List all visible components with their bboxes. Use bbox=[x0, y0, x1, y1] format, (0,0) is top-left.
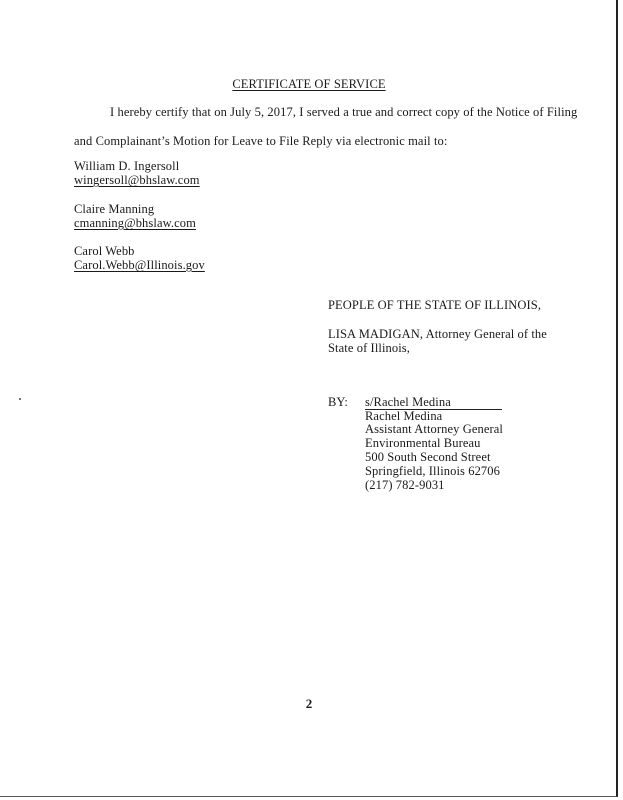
page-number: 2 bbox=[305, 696, 313, 711]
certificate-title: CERTIFICATE OF SERVICE bbox=[232, 77, 386, 91]
by-label: BY: bbox=[328, 395, 348, 409]
recipient-name: William D. Ingersoll bbox=[74, 159, 180, 173]
signer-title: Assistant Attorney General bbox=[365, 422, 503, 436]
signer-phone: (217) 782-9031 bbox=[365, 478, 445, 492]
recipient-email-link[interactable]: wingersoll@bhslaw.com bbox=[74, 173, 200, 187]
attorney-general-line-1: LISA MADIGAN, Attorney General of the bbox=[328, 327, 547, 341]
signature-line: s/Rachel Medina bbox=[365, 395, 502, 410]
certification-line-1: I hereby certify that on July 5, 2017, I served a true and correct copy of the Notice of Filing bbox=[110, 105, 578, 119]
signer-bureau: Environmental Bureau bbox=[365, 436, 481, 450]
party-name: PEOPLE OF THE STATE OF ILLINOIS, bbox=[328, 298, 542, 312]
scan-speck bbox=[19, 398, 21, 400]
recipient-email-link[interactable]: cmanning@bhslaw.com bbox=[74, 216, 196, 230]
recipient-email-link[interactable]: Carol.Webb@Illinois.gov bbox=[74, 258, 205, 272]
certification-line-2: and Complainant’s Motion for Leave to File Reply via electronic mail to: bbox=[74, 134, 448, 148]
signer-street: 500 South Second Street bbox=[365, 450, 491, 464]
attorney-general-line-2: State of Illinois, bbox=[328, 341, 411, 355]
signer-name: Rachel Medina bbox=[365, 409, 443, 423]
signer-city: Springfield, Illinois 62706 bbox=[365, 464, 500, 478]
recipient-name: Carol Webb bbox=[74, 244, 135, 258]
recipient-name: Claire Manning bbox=[74, 202, 155, 216]
